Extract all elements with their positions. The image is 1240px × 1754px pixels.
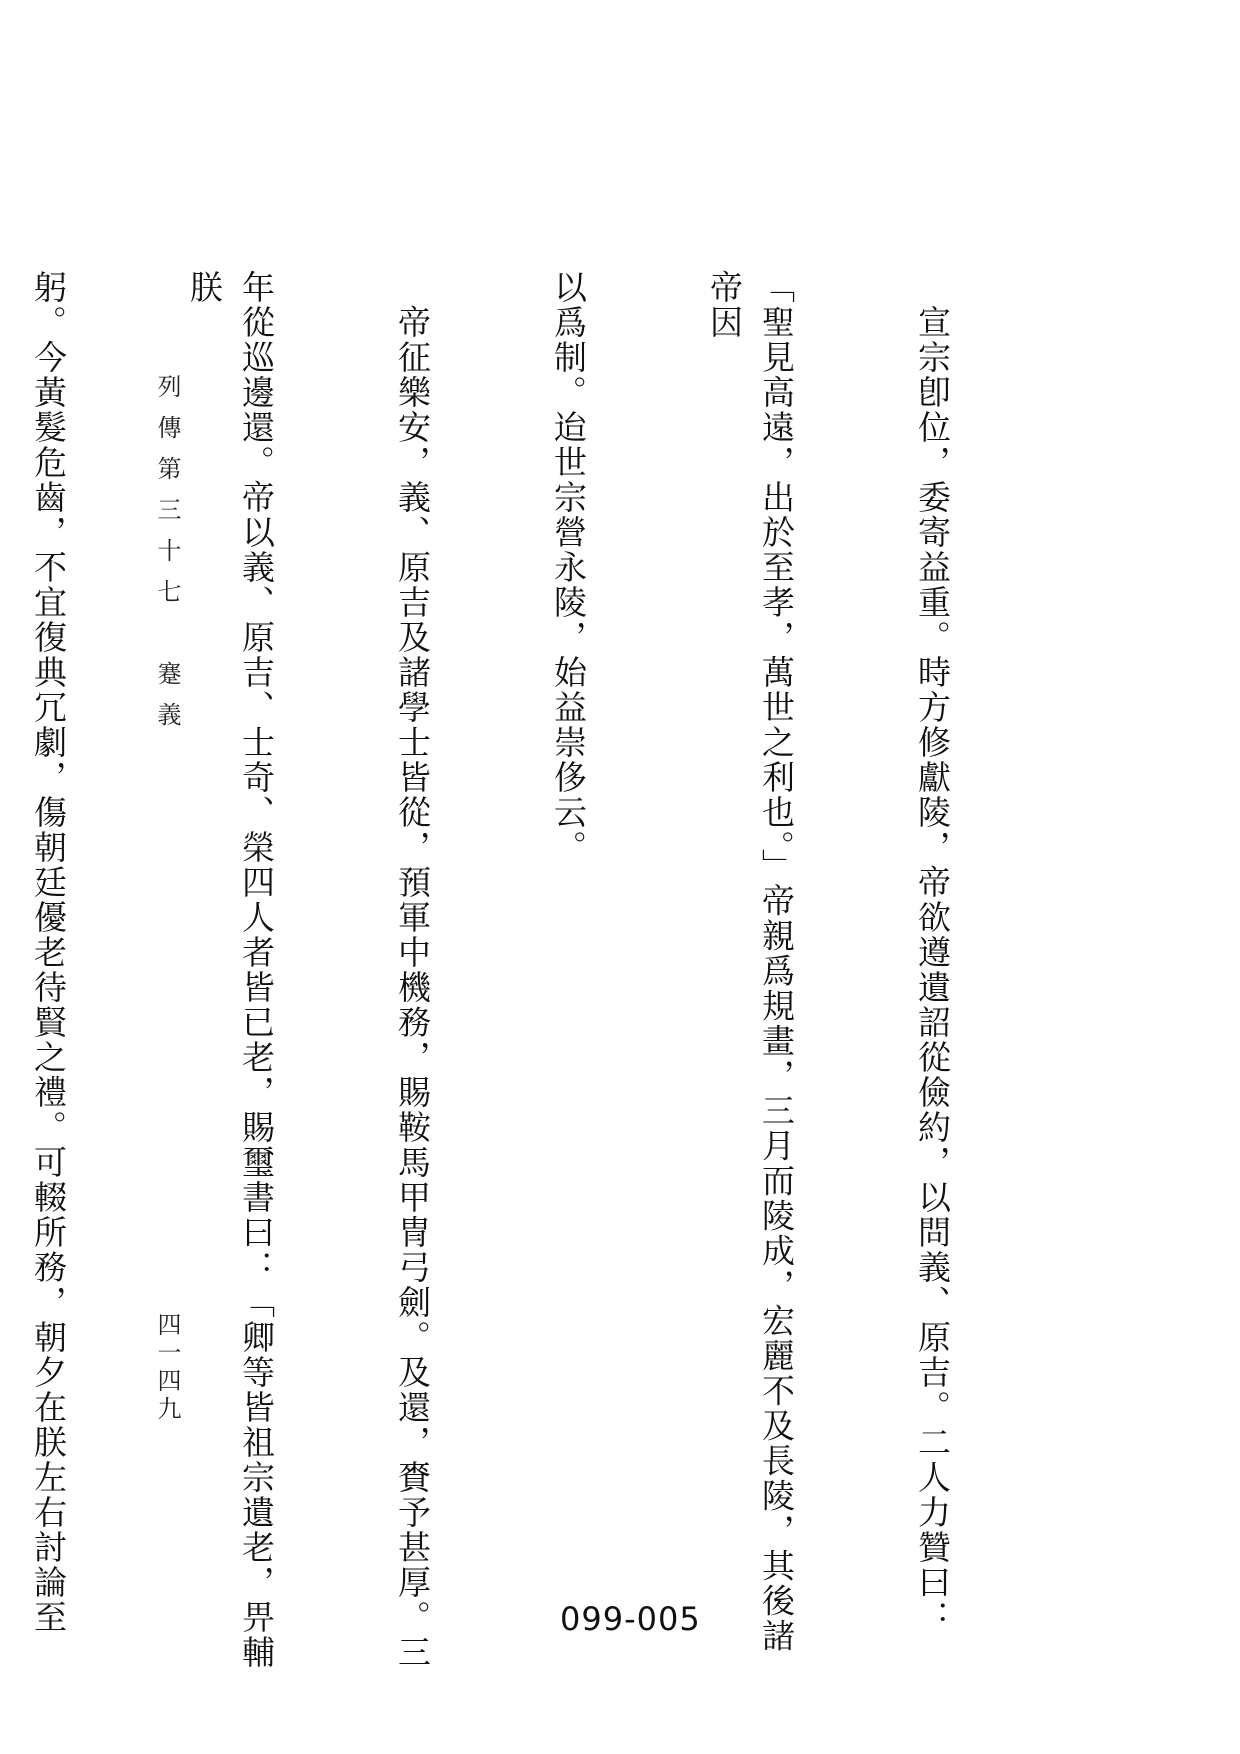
page-number: 四一四九 xyxy=(153,1312,181,1424)
text-column-3: 以爲制。迨世宗營永陵，始益崇侈云。 xyxy=(549,270,588,865)
text-column-1: 宣宗卽位，委寄益重。時方修獻陵，帝欲遵遺詔從儉約，以問義、原吉。二人力贊曰： xyxy=(913,304,952,1635)
text-column-4: 帝征樂安，義、原吉及諸學士皆從，預軍中機務，賜鞍馬甲冑弓劍。及還，賚予甚厚。三 xyxy=(393,304,432,1670)
text-column-6: 躬。今黃髮危齒，不宜復典冗劇，傷朝廷優老待賢之禮。可輟所務，朝夕在朕左右討論至 xyxy=(29,270,68,1635)
text-column-5: 年從巡邊還。帝以義、原吉、士奇、榮四人者皆已老，賜璽書曰：「卿等皆祖宗遺老，畀輔朕 xyxy=(185,270,276,1670)
catalog-number: 099-005 xyxy=(560,1600,701,1638)
running-head: 列傳第三十七 蹇義 xyxy=(153,374,181,743)
text-column-2: 「聖見高遠，出於至孝，萬世之利也。」帝親爲規畫，三月而陵成，宏麗不及長陵，其後諸帝因 xyxy=(705,270,796,1654)
